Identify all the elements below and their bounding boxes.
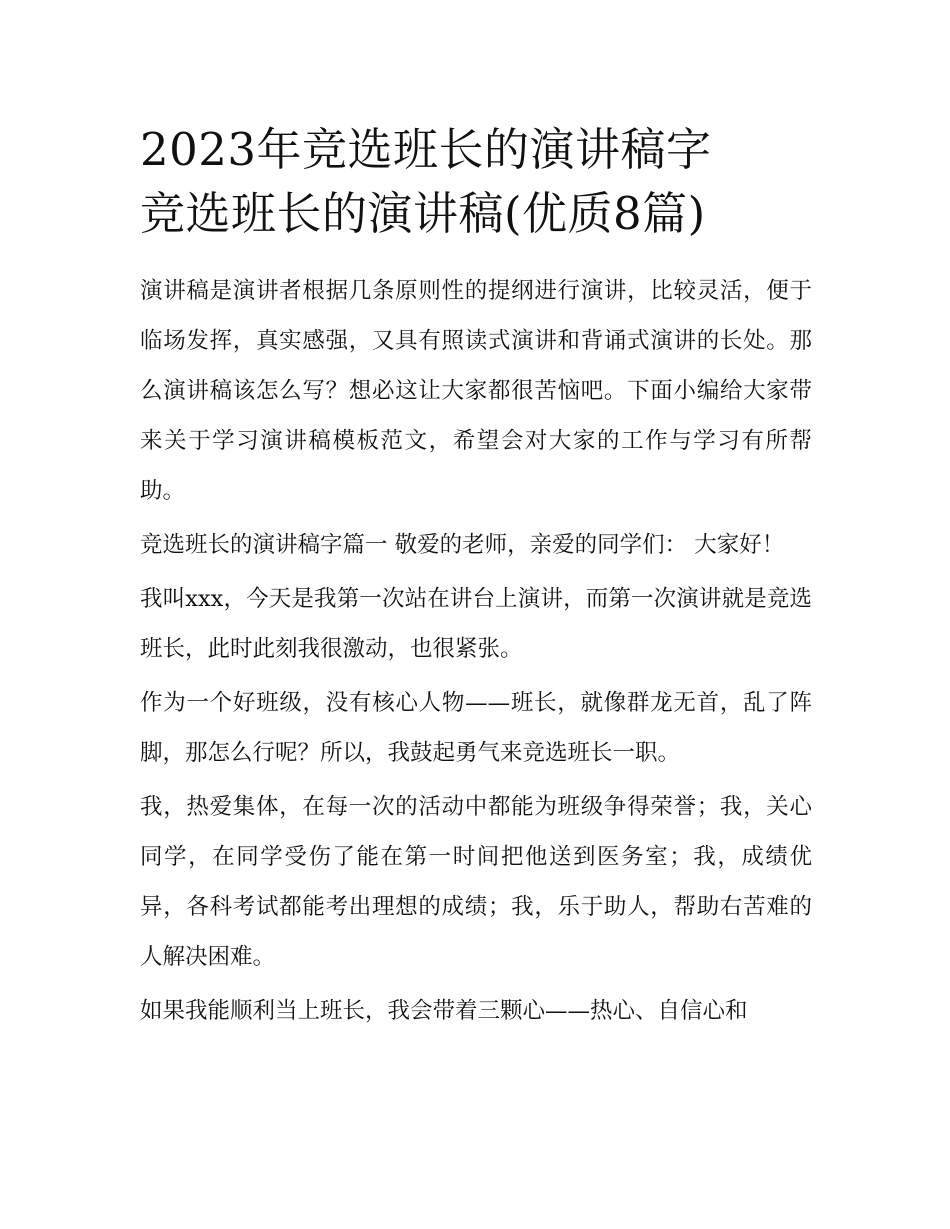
title-line-2: 竞选班长的演讲稿(优质8篇): [140, 187, 706, 240]
document-body: [140, 266, 812, 1036]
paragraph-promise: 如果我能顺利当上班长，我会带着三颗心——热心、自信心和: [140, 998, 748, 1024]
document-page: [140, 118, 812, 1040]
paragraph-qualities: 我，热爱集体，在每一次的活动中都能为班级争得荣誉；我，关心同学，在同学受伤了能在第一时间把他送到医务室；我，成绩优异，各科考试都能考出理想的成绩；我，乐于助人，帮助右苦难的人解决困难。: [140, 794, 812, 970]
paragraph-reason: 作为一个好班级，没有核心人物——班长，就像群龙无首，乱了阵脚，那怎么行呢？所以，我鼓起勇气来竞选班长一职。: [140, 690, 812, 766]
paragraph-greeting: 竞选班长的演讲稿字篇一 敬爱的老师，亲爱的同学们： 大家好！: [140, 532, 785, 558]
paragraph-intro: 演讲稿是演讲者根据几条原则性的提纲进行演讲，比较灵活，便于临场发挥，真实感强，又具有照读式演讲和背诵式演讲的长处。那么演讲稿该怎么写？想必这让大家都很苦恼吧。下面小编给大家带来关于学习演讲稿模板范文，希望会对大家的工作与学习有所帮助。: [140, 278, 812, 504]
title-line-1: 2023年竞选班长的演讲稿字: [140, 123, 712, 176]
document-title: [140, 118, 812, 246]
paragraph-self-intro: 我叫xxx，今天是我第一次站在讲台上演讲，而第一次演讲就是竞选班长，此时此刻我很激动，也很紧张。: [140, 586, 812, 662]
